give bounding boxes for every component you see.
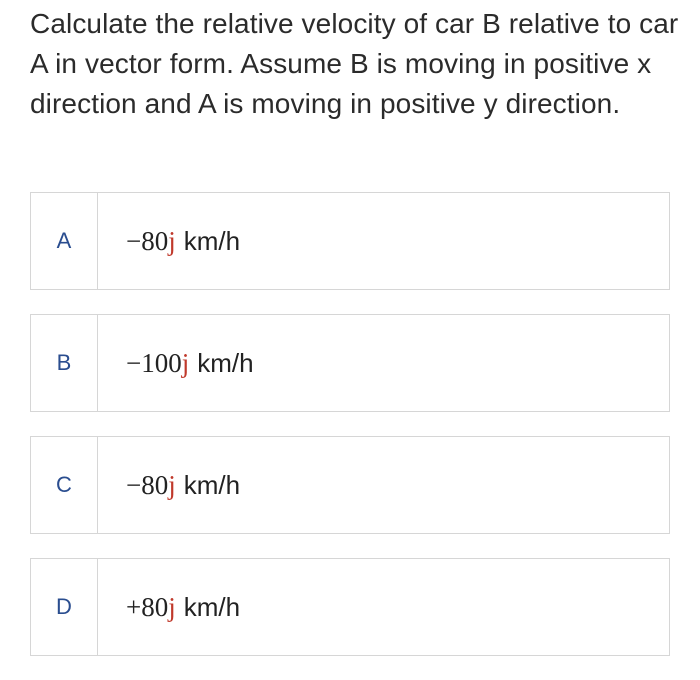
option-unit: km/h	[183, 591, 241, 622]
unit-vector-j: j	[168, 591, 176, 622]
option-letter: B	[31, 315, 98, 411]
unit-vector-j: j	[168, 225, 176, 256]
option-letter: C	[31, 437, 98, 533]
option-unit: km/h	[197, 347, 254, 378]
answer-options	[30, 192, 670, 680]
option-d[interactable]	[30, 558, 670, 656]
option-value: +80	[126, 591, 169, 622]
option-value: −80	[126, 469, 169, 500]
option-a[interactable]	[30, 192, 670, 290]
option-value: −80	[126, 225, 169, 256]
option-unit: km/h	[183, 225, 241, 256]
unit-vector-j: j	[181, 347, 190, 378]
option-letter: D	[31, 559, 98, 655]
question-text: Calculate the relative velocity of car B relative to car A in vector form. Assume B is moving in positive x direction and A is moving in positive y direction.	[30, 8, 679, 119]
option-unit: km/h	[183, 469, 241, 500]
option-b[interactable]	[30, 314, 670, 412]
unit-vector-j: j	[168, 469, 176, 500]
option-letter: A	[31, 193, 98, 289]
option-answer	[98, 559, 240, 655]
option-answer	[98, 437, 240, 533]
option-c[interactable]	[30, 436, 670, 534]
option-value: −100	[126, 347, 182, 378]
option-answer	[98, 193, 240, 289]
option-answer	[98, 315, 254, 411]
